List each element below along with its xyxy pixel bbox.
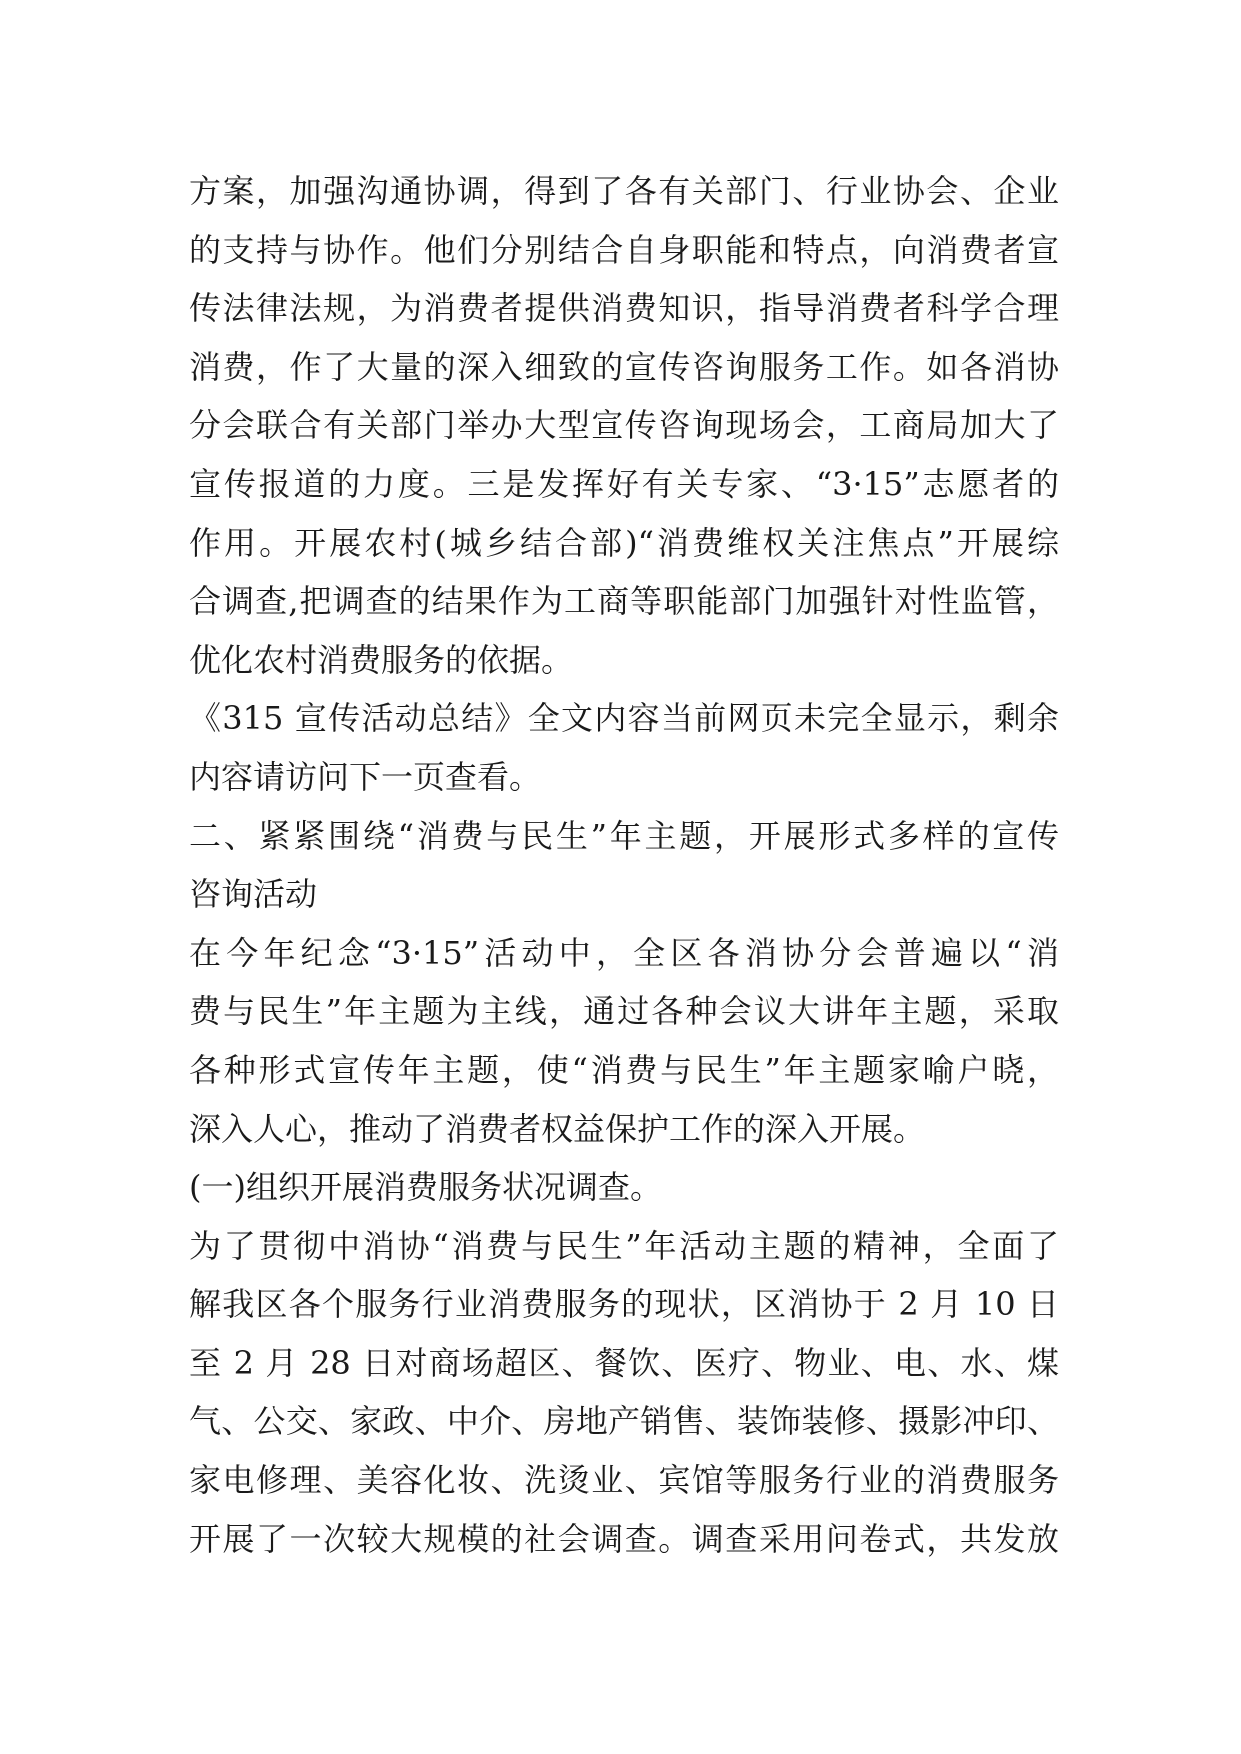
- document-body: [189, 162, 1059, 1568]
- text-line: 作用。开展农村(城乡结合部)“消费维权关注焦点”开展综: [189, 523, 1059, 562]
- section-heading-line: 二、紧紧围绕“消费与民生”年主题，开展形式多样的宣传: [189, 816, 1059, 855]
- text-line: 消费，作了大量的深入细致的宣传咨询服务工作。如各消协: [189, 347, 1059, 386]
- notice-end-line: 内容请访问下一页查看。: [189, 757, 542, 796]
- paragraph-end-line: 深入人心，推动了消费者权益保护工作的深入开展。: [189, 1109, 926, 1148]
- text-line: 传法律法规，为消费者提供消费知识，指导消费者科学合理: [189, 289, 1059, 328]
- paragraph-end-line: 优化农村消费服务的依据。: [189, 640, 574, 679]
- text-line: 家电修理、美容化妆、洗烫业、宾馆等服务行业的消费服务: [189, 1461, 1059, 1500]
- text-line: 的支持与协作。他们分别结合自身职能和特点，向消费者宣: [189, 230, 1059, 269]
- text-line: 合调查,把调查的结果作为工商等职能部门加强针对性监管，: [189, 582, 1059, 621]
- text-line: 至 2 月 28 日对商场超区、餐饮、医疗、物业、电、水、煤: [189, 1343, 1059, 1382]
- text-line: 开展了一次较大规模的社会调查。调查采用问卷式，共发放: [189, 1519, 1059, 1558]
- text-line: 分会联合有关部门举办大型宣传咨询现场会，工商局加大了: [189, 406, 1059, 445]
- text-line: 费与民生”年主题为主线，通过各种会议大讲年主题，采取: [189, 992, 1059, 1031]
- text-line: 解我区各个服务行业消费服务的现状，区消协于 2 月 10 日: [189, 1285, 1059, 1324]
- text-line: 在今年纪念“3·15”活动中，全区各消协分会普遍以“消: [189, 933, 1059, 972]
- text-line: 气、公交、家政、中介、房地产销售、装饰装修、摄影冲印、: [189, 1402, 1059, 1441]
- text-line: 宣传报道的力度。三是发挥好有关专家、“3·15”志愿者的: [189, 464, 1059, 503]
- text-line: 方案，加强沟通协调，得到了各有关部门、行业协会、企业: [189, 172, 1059, 210]
- notice-line: 《315 宣传活动总结》全文内容当前网页未完全显示，剩余: [189, 699, 1059, 738]
- text-line: 各种形式宣传年主题，使“消费与民生”年主题家喻户晓，: [189, 1050, 1059, 1089]
- section-heading-end-line: 咨询活动: [189, 875, 318, 914]
- text-line: 为了贯彻中消协“消费与民生”年活动主题的精神，全面了: [189, 1226, 1059, 1265]
- subsection-heading: (一)组织开展消费服务状况调查。: [189, 1168, 662, 1207]
